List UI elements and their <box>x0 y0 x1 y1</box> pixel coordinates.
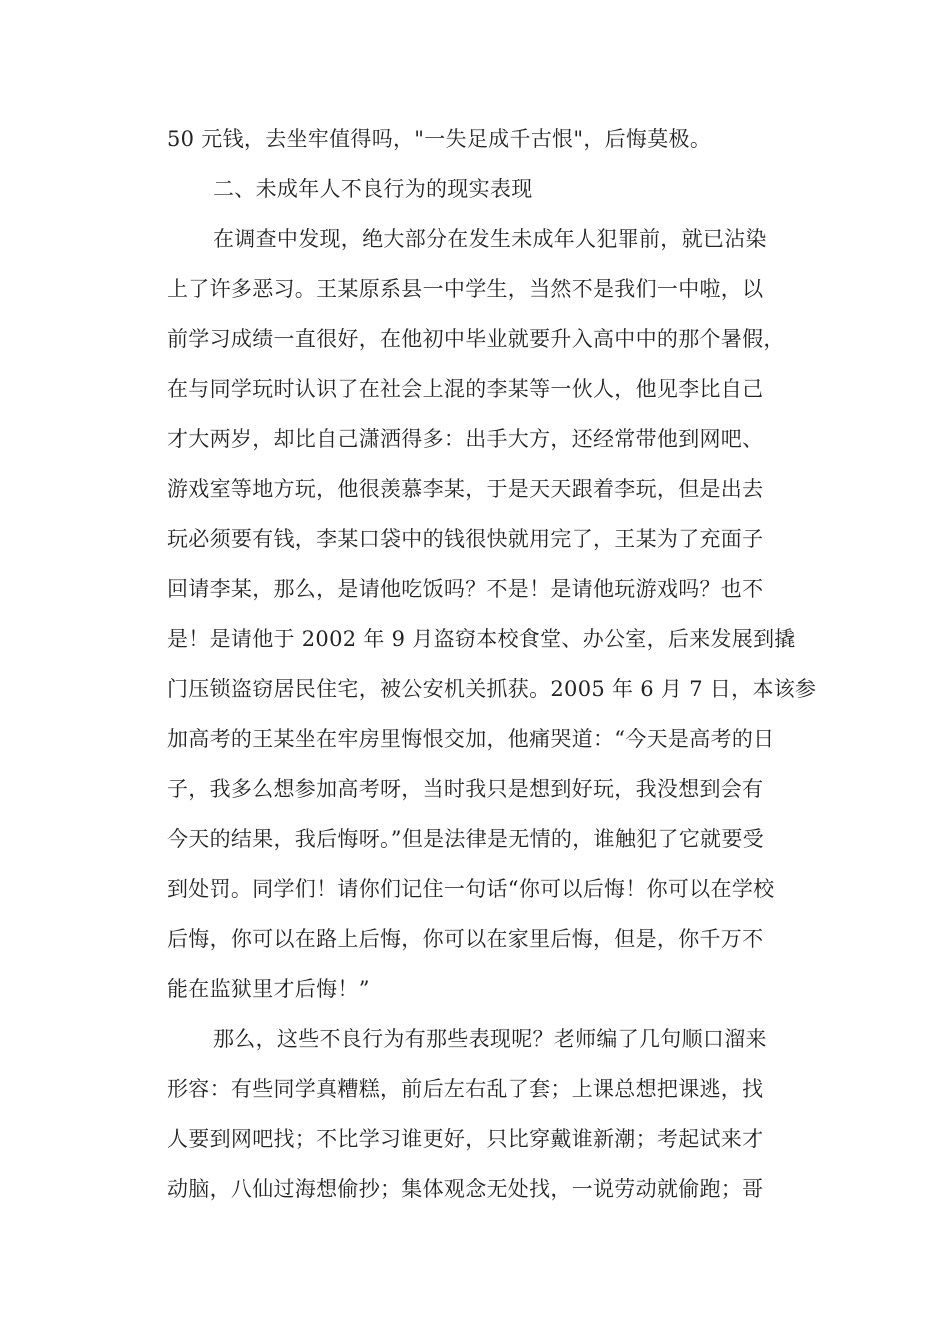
text-line: 子，我多么想参加高考呀，当时我只是想到好玩，我没想到会有 <box>167 777 764 801</box>
text-line: 到处罚。同学们！请你们记住一句话“你可以后悔！你可以在学校 <box>167 877 775 901</box>
text-line: 上了许多恶习。王某原系县一中学生，当然不是我们一中啦，以 <box>167 277 764 301</box>
text-line: 加高考的王某坐在牢房里悔恨交加，他痛哭道：“今天是高考的日 <box>167 727 775 751</box>
text-line: 动脑，八仙过海想偷抄；集体观念无处找，一说劳动就偷跑；哥 <box>167 1177 764 1201</box>
text-line: 玩必须要有钱，李某口袋中的钱很快就用完了，王某为了充面子 <box>167 527 764 551</box>
text-line: 在调查中发现，绝大部分在发生未成年人犯罪前，就已沾染 <box>213 227 767 251</box>
text-line: 是！是请他于 2002 年 9 月盗窃本校食堂、办公室，后来发展到撬 <box>167 627 796 651</box>
text-line: 那么，这些不良行为有那些表现呢？老师编了几句顺口溜来 <box>213 1027 767 1051</box>
text-line: 人要到网吧找；不比学习谁更好，只比穿戴谁新潮；考起试来才 <box>167 1127 764 1151</box>
text-line: 游戏室等地方玩，他很羡慕李某，于是天天跟着李玩，但是出去 <box>167 477 764 501</box>
text-line: 50 元钱，去坐牢值得吗，"一失足成千古恨"，后悔莫极。 <box>167 127 712 151</box>
section-heading: 二、未成年人不良行为的现实表现 <box>213 177 533 201</box>
text-line: 后悔，你可以在路上后悔，你可以在家里后悔，但是，你千万不 <box>167 927 764 951</box>
text-line: 在与同学玩时认识了在社会上混的李某等一伙人，他见李比自己 <box>167 377 764 401</box>
text-line: 才大两岁，却比自己潇洒得多：出手大方，还经常带他到网吧、 <box>167 427 764 451</box>
text-line: 今天的结果，我后悔呀。”但是法律是无情的，谁触犯了它就要受 <box>167 827 764 851</box>
text-line: 门压锁盗窃居民住宅，被公安机关抓获。2005 年 6 月 7 日，本该参 <box>167 677 817 701</box>
text-line: 能在监狱里才后悔！” <box>167 977 370 1001</box>
text-line: 回请李某，那么，是请他吃饭吗？不是！是请他玩游戏吗？也不 <box>167 577 764 601</box>
text-line: 形容：有些同学真糟糕，前后左右乱了套；上课总想把课逃，找 <box>167 1077 764 1101</box>
text-line: 前学习成绩一直很好，在他初中毕业就要升入高中中的那个暑假， <box>167 327 785 351</box>
